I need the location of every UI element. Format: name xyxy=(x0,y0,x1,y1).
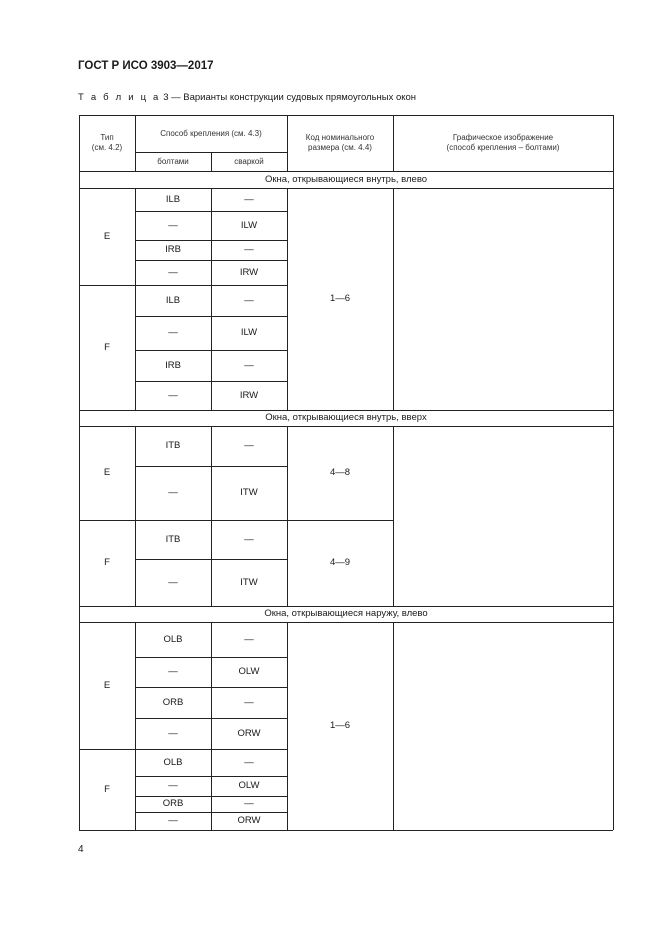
weld-cell: IRW xyxy=(239,266,259,278)
caption-number: 3 xyxy=(163,92,169,103)
code-cell: 4—9 xyxy=(329,557,351,569)
weld-cell: — xyxy=(244,294,254,306)
table-rule xyxy=(287,426,288,606)
bolts-cell: — xyxy=(168,327,178,339)
weld-cell: — xyxy=(244,696,254,708)
bolts-cell: — xyxy=(168,487,178,499)
table-rule xyxy=(211,188,212,410)
type-cell: E xyxy=(103,679,111,691)
table-rule xyxy=(287,115,288,171)
table-rule xyxy=(211,426,212,606)
column-header-fastening: Способ крепления (см. 4.3) xyxy=(160,128,262,138)
caption-text: — Варианты конструкции судовых прямоугольных окон xyxy=(168,92,417,103)
bolts-cell: ILB xyxy=(165,193,181,205)
weld-cell: — xyxy=(244,756,254,768)
table-rule xyxy=(135,188,136,410)
table-rule xyxy=(393,622,394,830)
bolts-cell: — xyxy=(168,666,178,678)
weld-cell: ORW xyxy=(237,815,261,827)
weld-cell: IRW xyxy=(239,389,259,401)
bolts-cell: IRB xyxy=(165,244,181,256)
type-cell: F xyxy=(104,341,110,353)
bolts-cell: ORB xyxy=(162,798,184,810)
table-rule xyxy=(211,152,212,171)
weld-cell: — xyxy=(244,244,254,256)
weld-cell: ILW xyxy=(240,327,258,339)
page-number: 4 xyxy=(78,844,84,855)
code-cell: 1—6 xyxy=(329,720,351,732)
table-rule xyxy=(135,622,136,830)
bolts-cell: ITB xyxy=(165,440,181,452)
table-rule xyxy=(135,426,136,606)
weld-cell: ORW xyxy=(237,727,261,739)
weld-cell: — xyxy=(244,533,254,545)
column-header-graphic: Графическое изображение (способ крепления – болтами) xyxy=(446,133,560,152)
column-header-type: Тип (см. 4.2) xyxy=(91,133,123,152)
type-cell: E xyxy=(103,230,111,242)
type-cell: E xyxy=(103,467,111,479)
weld-cell: — xyxy=(244,193,254,205)
table-rule xyxy=(79,830,613,831)
weld-cell: — xyxy=(244,633,254,645)
section-title: Окна, открывающиеся внутрь, влево xyxy=(264,173,428,185)
weld-cell: OLW xyxy=(238,780,260,792)
table-rule xyxy=(211,622,212,830)
section-title: Окна, открывающиеся наружу, влево xyxy=(264,608,428,620)
caption-prefix: Т а б л и ц а xyxy=(78,92,161,103)
bolts-cell: — xyxy=(168,389,178,401)
table-rule xyxy=(393,115,394,171)
type-cell: F xyxy=(104,557,110,569)
table-rule xyxy=(613,115,614,830)
table-rule xyxy=(135,115,136,171)
weld-cell: ILW xyxy=(240,219,258,231)
column-header-bolts: болтами xyxy=(157,156,189,166)
bolts-cell: ITB xyxy=(165,533,181,545)
bolts-cell: — xyxy=(168,576,178,588)
code-cell: 1—6 xyxy=(329,293,351,305)
table-rule xyxy=(287,622,288,830)
weld-cell: — xyxy=(244,440,254,452)
weld-cell: — xyxy=(244,359,254,371)
bolts-cell: OLB xyxy=(163,756,183,768)
bolts-cell: — xyxy=(168,727,178,739)
bolts-cell: OLB xyxy=(163,633,183,645)
bolts-cell: IRB xyxy=(165,359,181,371)
bolts-cell: — xyxy=(168,266,178,278)
table-rule xyxy=(393,426,394,606)
type-cell: F xyxy=(104,783,110,795)
column-header-weld: сваркой xyxy=(234,156,264,166)
bolts-cell: ILB xyxy=(165,294,181,306)
weld-cell: ITW xyxy=(240,576,258,588)
column-header-code: Код номинального размера (см. 4.4) xyxy=(305,133,375,152)
bolts-cell: — xyxy=(168,219,178,231)
weld-cell: ITW xyxy=(240,487,258,499)
code-cell: 4—8 xyxy=(329,467,351,479)
table-rule xyxy=(287,188,288,410)
bolts-cell: — xyxy=(168,780,178,792)
weld-cell: OLW xyxy=(238,666,260,678)
section-title: Окна, открывающиеся внутрь, вверх xyxy=(265,412,427,424)
table-rule xyxy=(393,188,394,410)
table-rule xyxy=(79,115,80,830)
bolts-cell: ORB xyxy=(162,696,184,708)
weld-cell: — xyxy=(244,798,254,810)
bolts-cell: — xyxy=(168,815,178,827)
page-header: ГОСТ Р ИСО 3903—2017 xyxy=(78,60,214,72)
